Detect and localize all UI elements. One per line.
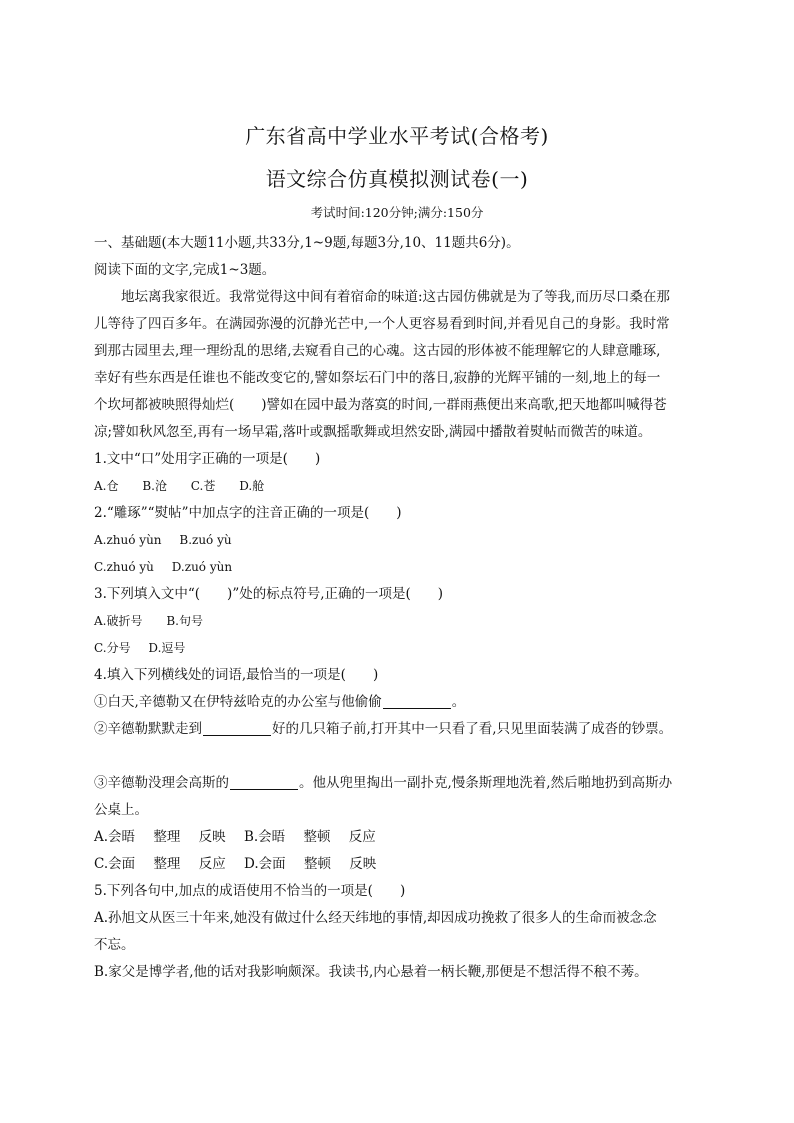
- option-d: D.舱: [239, 479, 265, 493]
- passage-line: 凉;譬如秋风忽至,再有一场早霜,落叶或飘摇歌舞或坦然安卧,满园中播散着熨帖而微苦的味道。: [94, 424, 652, 440]
- option-d: D.逗号: [148, 641, 186, 655]
- question-4-sentence-1: ①白天,辛德勒又在伊特兹哈克的办公室与他偷偷 。: [94, 694, 466, 710]
- question-1-stem: 1.文中“口”处用字正确的一项是( ): [94, 451, 321, 467]
- option-b: B.沧: [142, 479, 167, 493]
- passage-line: 幸好有些东西是任谁也不能改变它的,譬如祭坛石门中的落日,寂静的光辉平铺的一刻,地上的每一: [94, 370, 661, 386]
- option-a: A.破折号: [94, 614, 143, 628]
- question-1-options: [94, 473, 718, 500]
- option-d: D.zuó yùn: [171, 560, 233, 574]
- spacer: [94, 743, 718, 770]
- option-c: C.分号: [94, 641, 131, 655]
- option-a: A.zhuó yùn: [94, 533, 162, 547]
- question-5-option-a-cont: 不忘。: [94, 937, 135, 953]
- question-4-sentence-2: ②辛德勒默默走到 好的几只箱子前,打开其中一只看了看,只见里面装满了成沓的钞票。: [94, 721, 673, 737]
- passage-line: 地坛离我家很近。我常觉得这中间有着宿命的味道:这古园仿佛就是为了等我,而历尽口桑在那: [121, 289, 670, 305]
- question-4-sentence-3: ③辛德勒没理会高斯的 。他从兜里掏出一副扑克,慢条斯理地洗着,然后啪地扔到高斯办: [94, 775, 673, 791]
- question-5-option-a: A.孙旭文从医三十年来,她没有做过什么经天纬地的事情,却因成功挽救了很多人的生命而被念念: [94, 910, 657, 926]
- question-2-options-row2: [94, 554, 718, 581]
- question-3-stem: 3.下列填入文中“( )”处的标点符号,正确的一项是( ): [94, 586, 444, 602]
- question-3-options-row1: [94, 608, 718, 635]
- fill-blank: [383, 692, 451, 709]
- exam-body: [94, 230, 718, 986]
- question-5-stem: 5.下列各句中,加点的成语使用不恰当的一项是( ): [94, 883, 406, 899]
- fill-blank: [230, 773, 298, 790]
- option-b: B.句号: [166, 614, 203, 628]
- reading-passage: [94, 284, 718, 446]
- section-heading: 一、基础题(本大题11小题,共33分,1~9题,每题3分,10、11题共6分)。: [94, 235, 520, 251]
- document-title: 广东省高中学业水平考试(合格考): [245, 124, 549, 148]
- document-subtitle: 语文综合仿真模拟测试卷(一): [265, 167, 529, 191]
- question-2-options-row1: [94, 527, 718, 554]
- passage-line: 个坎坷都被映照得灿烂( )譬如在园中最为落寞的时间,一群雨燕便出来高歌,把天地都叫喊得苍: [94, 397, 667, 413]
- option-c: C.苍: [190, 479, 216, 493]
- question-4-options-row1: A.会晤 整理 反映 B.会晤 整顿 反应: [94, 829, 376, 845]
- option-b: B.zuó yù: [179, 533, 232, 547]
- question-4-options-row2: C.会面 整理 反应 D.会面 整顿 反映: [94, 856, 377, 872]
- question-4-stem: 4.填入下列横线处的词语,最恰当的一项是( ): [94, 667, 379, 683]
- question-5-option-b: B.家父是博学者,他的话对我影响颇深。我读书,内心悬着一柄长鞭,那便是不想活得不稂不莠。: [94, 964, 648, 980]
- question-3-options-row2: [94, 635, 718, 662]
- reading-instruction: 阅读下面的文字,完成1~3题。: [94, 262, 276, 278]
- passage-line: 到那古园里去,理一理纷乱的思绪,去窥看自己的心魂。这古园的形体被不能理解它的人肆意雕琢,: [94, 343, 661, 359]
- question-2-stem: 2.“雕琢”“熨帖”中加点字的注音正确的一项是( ): [94, 505, 402, 521]
- passage-line: 儿等待了四百多年。在满园弥漫的沉静光芒中,一个人更容易看到时间,并看见自己的身影。我时常: [94, 316, 670, 332]
- option-c: C.zhuó yù: [94, 560, 154, 574]
- option-a: A.仓: [94, 479, 119, 493]
- fill-blank: [203, 719, 271, 736]
- question-4-sentence-3-cont: 公桌上。: [94, 802, 148, 818]
- exam-info: 考试时间:120分钟;满分:150分: [310, 205, 484, 220]
